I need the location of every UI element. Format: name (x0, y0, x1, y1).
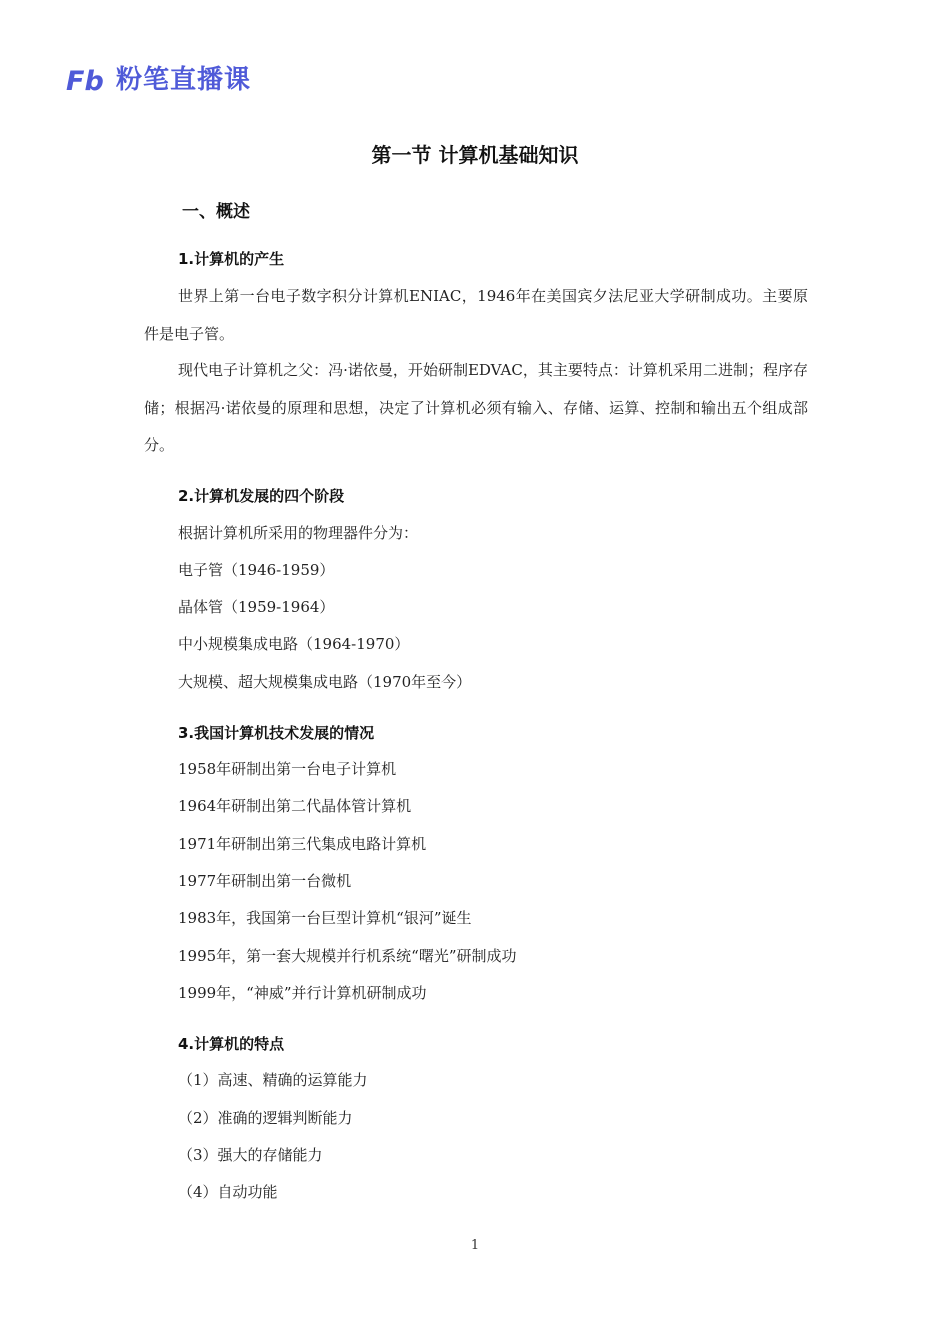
list-item: 1983年，我国第一台巨型计算机“银河”诞生 (178, 909, 472, 927)
page-number: 1 (470, 1238, 480, 1253)
brand-name: 粉笔直播课 (116, 65, 252, 95)
subsection-heading-features: 4.计算机的特点 (178, 1035, 285, 1053)
section-heading-overview: 一、概述 (182, 202, 250, 222)
paragraph-von-neumann: 现代电子计算机之父：冯·诺依曼，开始研制EDVAC，其主要特点：计算机采用二进制；程序存储；根据冯·诺依曼的原理和思想，决定了计算机必须有输入、存储、运算、控制和输出五个组成部分。 (144, 361, 808, 454)
list-item: 1958年研制出第一台电子计算机 (178, 760, 397, 778)
list-item: （2）准确的逻辑判断能力 (178, 1109, 353, 1127)
list-item: 1977年研制出第一台微机 (178, 872, 352, 890)
list-item: 1999年，“神威”并行计算机研制成功 (178, 984, 427, 1002)
list-item: 1995年，第一套大规模并行机系统“曙光”研制成功 (178, 947, 517, 965)
subsection-heading-china-development: 3.我国计算机技术发展的情况 (178, 724, 375, 742)
paragraph-eniac: 世界上第一台电子数字积分计算机ENIAC，1946年在美国宾夕法尼亚大学研制成功。主要原件是电子管。 (144, 287, 808, 343)
list-item: 1971年研制出第三代集成电路计算机 (178, 835, 427, 853)
list-intro: 根据计算机所采用的物理器件分为： (178, 524, 419, 542)
page-title: 第一节 计算机基础知识 (371, 143, 579, 167)
list-item: 电子管（1946-1959） (178, 561, 335, 579)
subsection-heading-four-stages: 2.计算机发展的四个阶段 (178, 487, 345, 505)
list-item: （3）强大的存储能力 (178, 1146, 323, 1164)
list-item: 1964年研制出第二代晶体管计算机 (178, 797, 412, 815)
list-item: 晶体管（1959-1964） (178, 598, 335, 616)
subsection-heading-origin: 1.计算机的产生 (178, 250, 285, 268)
list-item: （1）高速、精确的运算能力 (178, 1071, 368, 1089)
brand-logo (66, 62, 251, 98)
list-item: 中小规模集成电路（1964-1970） (178, 635, 410, 653)
list-item: （4）自动功能 (178, 1183, 278, 1201)
logo-mark-letters: Fb (66, 66, 104, 95)
list-item: 大规模、超大规模集成电路（1970年至今） (178, 673, 472, 691)
fb-logo-icon (66, 65, 108, 95)
